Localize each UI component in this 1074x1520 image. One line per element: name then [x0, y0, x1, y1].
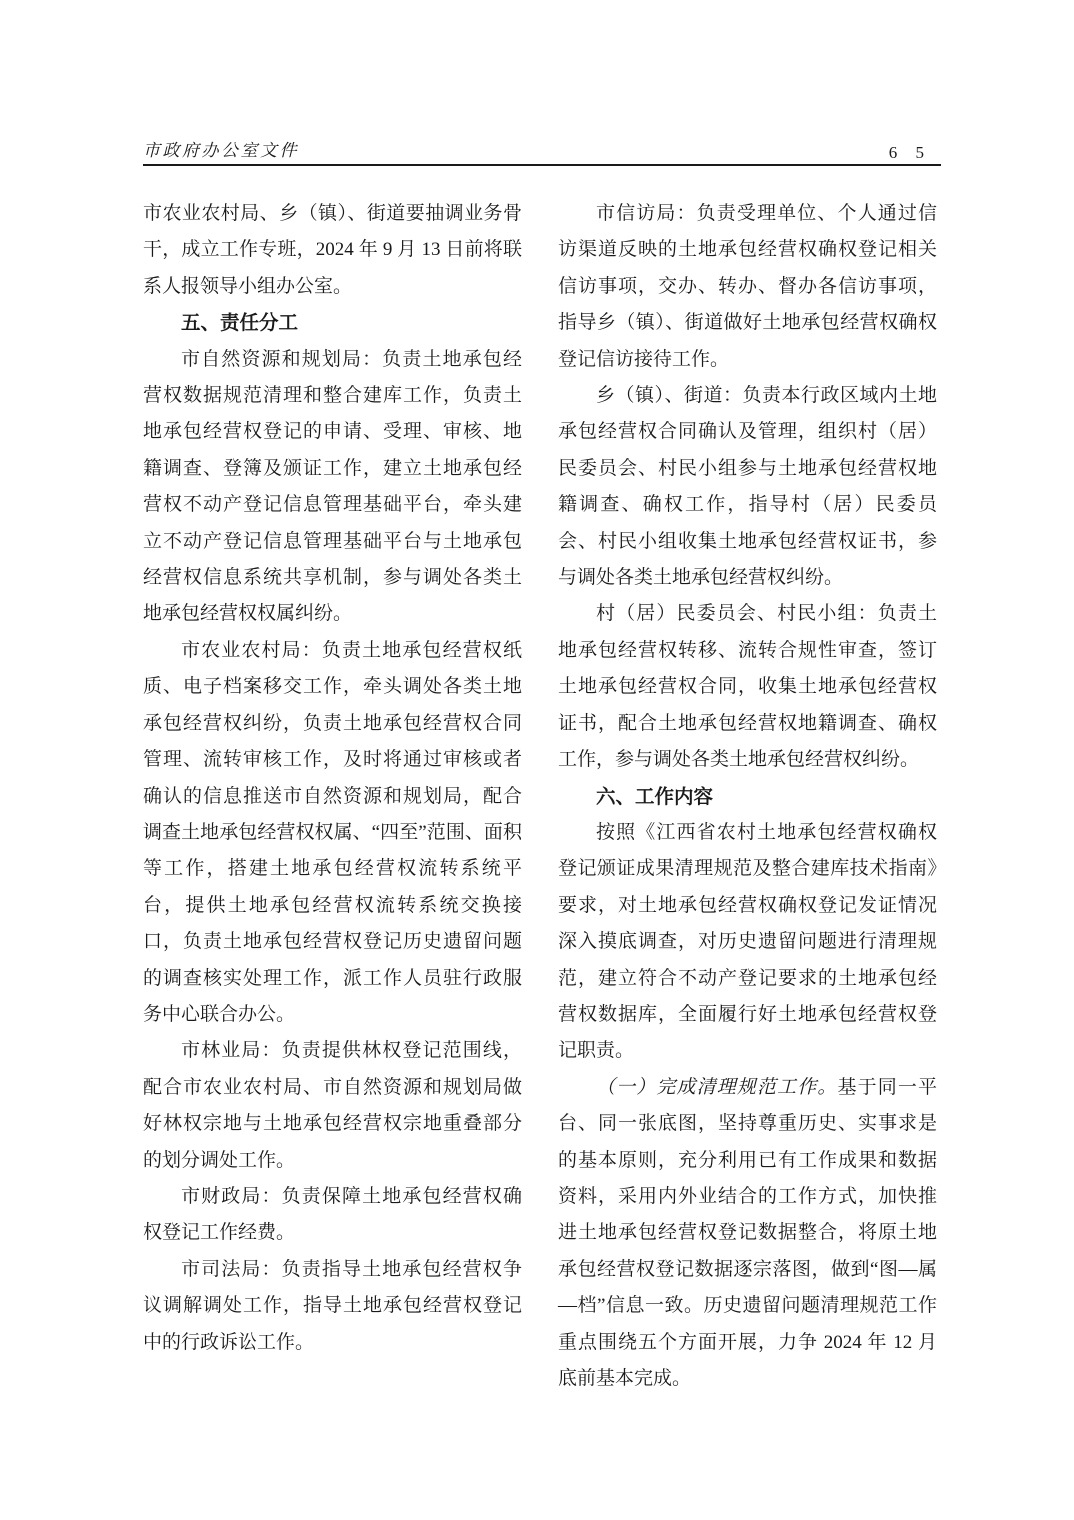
header-doc-label: 市政府办公室文件: [143, 141, 299, 160]
paragraph: 村（居）民委员会、村民小组：负责土地承包经营权转移、流转合规性审查，签订土地承包经营权合同，收集土地承包经营权证书，配合土地承包经营权地籍调查、确权工作，参与调处各类土地承包经营权纠纷。: [558, 603, 937, 771]
paragraph: 市财政局：负责保障土地承包经营权确权登记工作经费。: [143, 1185, 522, 1244]
header-rule: [143, 164, 941, 166]
page-header: [143, 128, 941, 164]
section-heading: 五、责任分工: [181, 312, 299, 335]
paragraph: 市自然资源和规划局：负责土地承包经营权数据规范清理和整合建库工作，负责土地承包经营权登记的申请、受理、审核、地籍调查、登簿及颁证工作，建立土地承包经营权不动产登记信息管理基础平台，牵头建立不动产登记信息管理基础平台与土地承包经营权信息系统共享机制，参与调处各类土地承包经营权权属纠纷。: [143, 348, 522, 625]
right-column: [558, 196, 937, 1397]
paragraph: 市农业农村局：负责土地承包经营权纸质、电子档案移交工作，牵头调处各类土地承包经营权纠纷，负责土地承包经营权合同管理、流转审核工作，及时将通过审核或者确认的信息推送市自然资源和规划局，配合调查土地承包经营权权属、“四至”范围、面积等工作，搭建土地承包经营权流转系统平台，提供土地承包经营权流转系统交换接口，负责土地承包经营权登记历史遗留问题的调查核实处理工作，派工作人员驻行政服务中心联合办公。: [143, 639, 522, 1025]
paragraph: 市信访局：负责受理单位、个人通过信访渠道反映的土地承包经营权确权登记相关信访事项，交办、转办、督办各信访事项，指导乡（镇）、街道做好土地承包经营权确权登记信访接待工作。: [558, 203, 937, 370]
paragraph: 市林业局：负责提供林权登记范围线，配合市农业农村局、市自然资源和规划局做好林权宗地与土地承包经营权宗地重叠部分的划分调处工作。: [143, 1040, 522, 1171]
left-column: [143, 196, 522, 1397]
paragraph: [558, 1070, 937, 1398]
paragraph: 市司法局：负责指导土地承包经营权争议调解调处工作，指导土地承包经营权登记中的行政诉讼工作。: [143, 1258, 522, 1353]
page-number: 6 5: [888, 143, 931, 162]
paragraph-text: 基于同一平台、同一张底图，坚持尊重历史、实事求是的基本原则，充分利用已有工作成果和数据资料，采用内外业结合的工作方式，加快推进土地承包经营权登记数据整合，将原土地承包经营权登记数据逐宗落图，做到“图—属—档”信息一致。历史遗留问题清理规范工作重点围绕五个方面开展，力争 2024 年 12 月底前基本完成。: [558, 1076, 937, 1389]
paragraph: 市农业农村局、乡（镇）、街道要抽调业务骨干，成立工作专班，2024 年 9 月 13 日前将联系人报领导小组办公室。: [143, 203, 522, 297]
document-body: [143, 196, 937, 1397]
paragraph: 按照《江西省农村土地承包经营权确权登记颁证成果清理规范及整合建库技术指南》要求，对土地承包经营权确权登记发证情况深入摸底调查，对历史遗留问题进行清理规范，建立符合不动产登记要求的土地承包经营权数据库，全面履行好土地承包经营权登记职责。: [558, 821, 937, 1062]
paragraph: 乡（镇）、街道：负责本行政区域内土地承包经营权合同确认及管理，组织村（居）民委员会、村民小组参与土地承包经营权地籍调查、确权工作，指导村（居）民委员会、村民小组收集土地承包经营权证书，参与调处各类土地承包经营权纠纷。: [558, 385, 937, 589]
clause-lead: （一）完成清理规范工作。: [596, 1076, 838, 1098]
section-heading: 六、工作内容: [596, 785, 714, 808]
